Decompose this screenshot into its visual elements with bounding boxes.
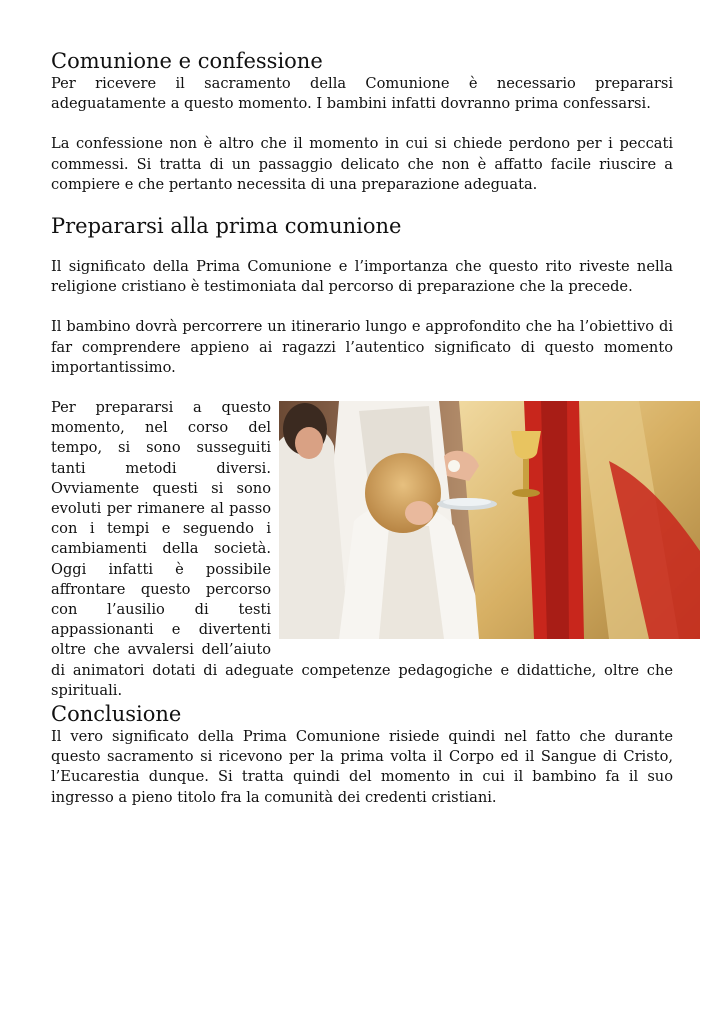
paragraph: La confessione non è altro che il momento in cui si chiede perdono per i peccati commessi. Si tratta di un passaggio delicato che non è affatto facile riuscire a compiere e che pertanto necessita di una preparazione adeguata. bbox=[51, 135, 673, 193]
paragraph: Il significato della Prima Comunione e l’importanza che questo rito riveste nella religione cristiano è testimoniata dal percorso di preparazione che la precede. bbox=[51, 258, 673, 296]
section-heading-comunione-confessione: Comunione e confessione bbox=[51, 49, 323, 73]
section-heading-conclusione: Conclusione bbox=[51, 702, 182, 727]
document-page bbox=[51, 48, 673, 808]
communion-photo bbox=[279, 401, 700, 639]
section-heading-prepararsi: Prepararsi alla prima comunione bbox=[51, 214, 402, 239]
paragraph: Il bambino dovrà percorrere un itinerario lungo e approfondito che ha l’obiettivo di far comprendere appieno ai ragazzi l’autentico significato di questo momento importantissimo. bbox=[51, 318, 673, 376]
communion-photo-illustration bbox=[279, 401, 700, 639]
paragraph: Il vero significato della Prima Comunione risiede quindi nel fatto che durante questo sacramento si ricevono per la prima volta il Corpo ed il Sangue di Cristo, l’Eucarestia dunque. Si tratta quindi del momento in cui il bambino fa il suo ingresso a pieno titolo fra la comunità dei credenti cristiani. bbox=[51, 728, 673, 806]
paragraph: Per prepararsi a questo momento, nel corso del tempo, si sono susseguiti tanti metodi diversi. Ovviamente questi si sono evoluti per rimanere al passo con i tempi e seguendo i cambiamenti della società. Oggi infatti è possibile affrontare questo percorso con l’ausilio di testi appassionanti e divertenti oltre che avvalersi dell’aiuto di animatori dotati di adeguate competenze pedagogiche e didattiche, oltre che spirituali. bbox=[51, 399, 673, 699]
paragraph: Per ricevere il sacramento della Comunione è necessario prepararsi adeguatamente a questo momento. I bambini infatti dovranno prima confessarsi. bbox=[51, 75, 673, 113]
